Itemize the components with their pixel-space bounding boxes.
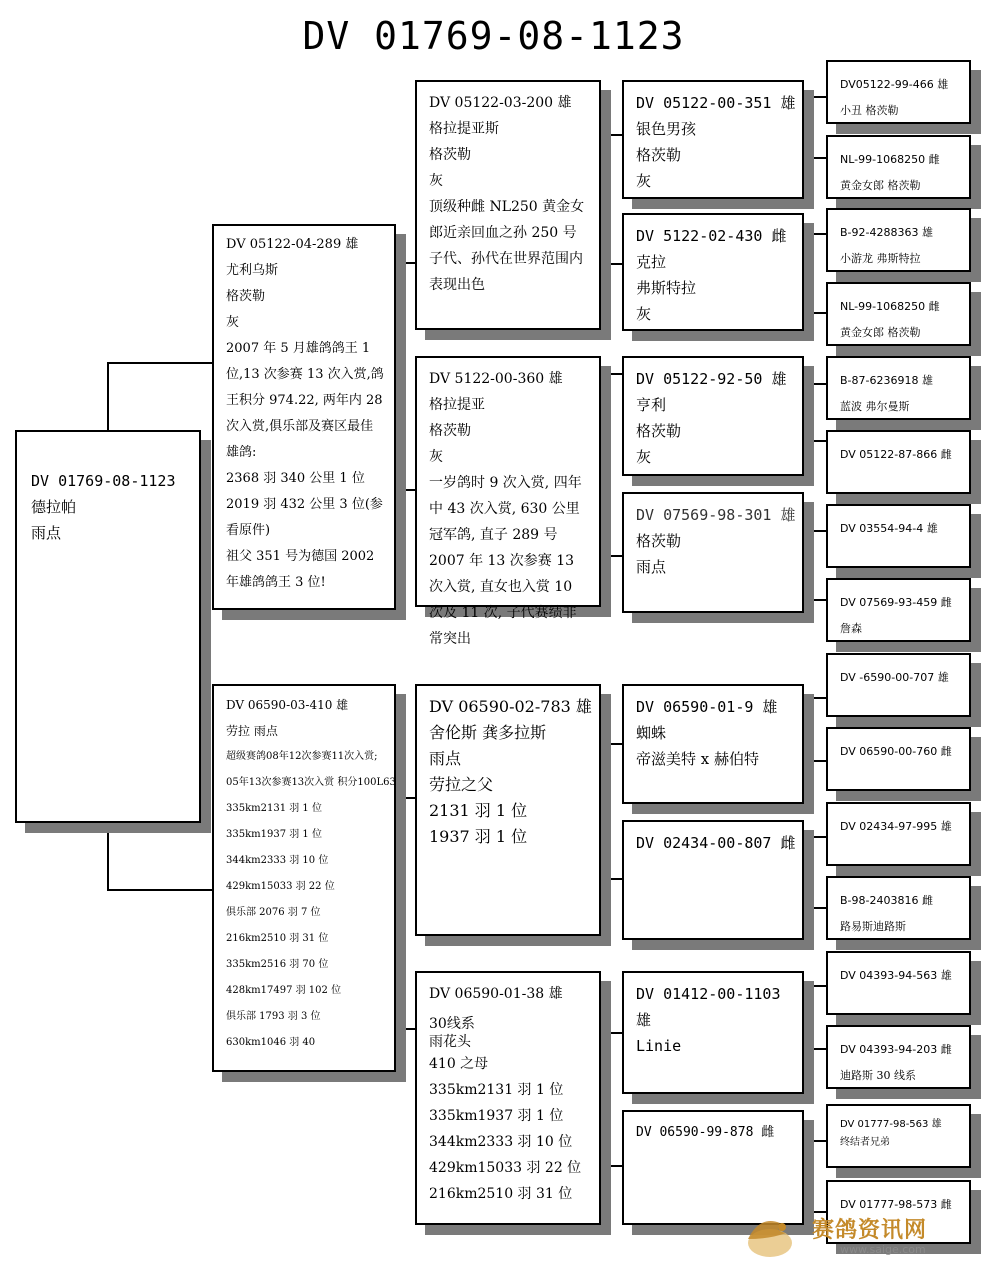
gen5-box-7: DV 03554-94-4 雄 <box>826 504 971 568</box>
gen5-box-14: DV 04393-94-203 雌 迪路斯 30 线系 <box>826 1025 971 1089</box>
root-name: 德拉帕 <box>31 498 77 516</box>
gen5-box-11: DV 02434-97-995 雄 <box>826 802 971 866</box>
gen4-box-3: DV 05122-92-50 雄 亨利 格茨勒 灰 <box>622 356 804 476</box>
gen5-box-9: DV -6590-00-707 雄 <box>826 653 971 717</box>
sire-box: DV 05122-04-289 雄 尤利乌斯 格茨勒 灰 2007 年 5 月雄鸽鸽王 1 位,13 次参赛 13 次入赏,鸽王积分 974.22, 两年内 28 次入赏,俱乐部及赛区最佳雄鸽: 2368 羽 340 公里 1 位 2019 羽 432 公里 3 位(参看原件) 祖父 351 号为德国 2002 年雄鸽鸽王 3 位! <box>212 224 396 610</box>
connector-gen1-bottom <box>107 889 213 891</box>
root-color: 雨点 <box>31 524 62 542</box>
connector-dam <box>396 797 398 1029</box>
gen4-box-6: DV 02434-00-807 雌 <box>622 820 804 940</box>
gen5-box-16: DV 01777-98-573 雌 <box>826 1180 971 1244</box>
pedigree-root-box <box>15 430 201 823</box>
dam-name: 劳拉 雨点 <box>226 724 278 738</box>
sire-name: 尤利乌斯 <box>226 263 279 278</box>
dam-box: DV 06590-03-410 雄 劳拉 雨点 超级赛鸽08年12次参赛11次入赏; 05年13次参赛13次入赏 积分100L63 335km2131 羽 1 位 335km1937 羽 1 位 344km2333 羽 10 位 429km15033 羽 22 位 俱乐部 2076 羽 7 位 216km2510 羽 31 位 335km2516 羽 70 位 428km17497 羽 102 位 俱乐部 1793 羽 3 位 630km1046 羽 40 <box>212 684 396 1072</box>
gen5-box-10: DV 06590-00-760 雌 <box>826 727 971 791</box>
sire-ring: DV 05122-04-289 雄 <box>226 237 359 252</box>
gen4-box-2: DV 5122-02-430 雌 克拉 弗斯特拉 灰 <box>622 213 804 331</box>
gen5-box-4: NL-99-1068250 雌 黄金女郎 格茨勒 <box>826 282 971 346</box>
gen5-box-6: DV 05122-87-866 雌 <box>826 430 971 494</box>
gen5-box-13: DV 04393-94-563 雄 <box>826 951 971 1015</box>
watermark <box>740 1203 960 1267</box>
dam-dam-box: DV 06590-01-38 雄 30线系 雨花头 410 之母 335km2131 羽 1 位 335km1937 羽 1 位 344km2333 羽 10 位 429km15033 羽 22 位 216km2510 羽 31 位 <box>415 971 601 1225</box>
dam-sire-box: DV 06590-02-783 雄 舍伦斯 龚多拉斯 雨点 劳拉之父 2131 羽 1 位 1937 羽 1 位 <box>415 684 601 936</box>
connector-gen1-top <box>107 362 213 364</box>
gen5-box-8: DV 07569-93-459 雌 詹森 <box>826 578 971 642</box>
watermark-url: www.saige.com <box>840 1243 926 1256</box>
gen5-box-3: B-92-4288363 雄 小游龙 弗斯特拉 <box>826 208 971 272</box>
gen5-box-15: DV 01777-98-563 雄 终结者兄弟 <box>826 1104 971 1168</box>
pedigree-title: DV 01769-08-1123 <box>302 14 685 58</box>
dam-ring: DV 06590-03-410 雄 <box>226 698 349 712</box>
pigeon-logo-icon <box>740 1209 800 1263</box>
gen4-box-1: DV 05122-00-351 雄 银色男孩 格茨勒 灰 <box>622 80 804 199</box>
watermark-name: 赛鸽资讯网 <box>812 1218 928 1243</box>
gen4-box-8: DV 06590-99-878 雌 <box>622 1110 804 1225</box>
gen5-box-12: B-98-2403816 雌 路易斯迪路斯 <box>826 876 971 940</box>
connector-sire <box>396 262 398 490</box>
root-ring: DV 01769-08-1123 <box>31 472 176 490</box>
gen4-box-5: DV 06590-01-9 雄 蜘蛛 帝滋美特 x 赫伯特 <box>622 684 804 804</box>
gen5-box-5: B-87-6236918 雄 蓝波 弗尔曼斯 <box>826 356 971 420</box>
sire-sire-box: DV 05122-03-200 雄 格拉提亚斯 格茨勒 灰 顶级种雌 NL250 黄金女郎近亲回血之孙 250 号子代、孙代在世界范围内表现出色 <box>415 80 601 330</box>
gen4-box-4: DV 07569-98-301 雄 格茨勒 雨点 <box>622 492 804 613</box>
gen4-box-7: DV 01412-00-1103 雄 Linie <box>622 971 804 1094</box>
gen5-box-1: DV05122-99-466 雄 小丑 格茨勒 <box>826 60 971 124</box>
gen5-box-2: NL-99-1068250 雌 黄金女郎 格茨勒 <box>826 135 971 199</box>
sire-dam-box: DV 5122-00-360 雄 格拉提亚 格茨勒 灰 一岁鸽时 9 次入赏, 四年中 43 次入赏, 630 公里冠军鸽, 直子 289 号 2007 年 13 次参赛 13 次入赏, 直女也入赏 10 次及 11 次, 子代赛绩非常突出 <box>415 356 601 607</box>
